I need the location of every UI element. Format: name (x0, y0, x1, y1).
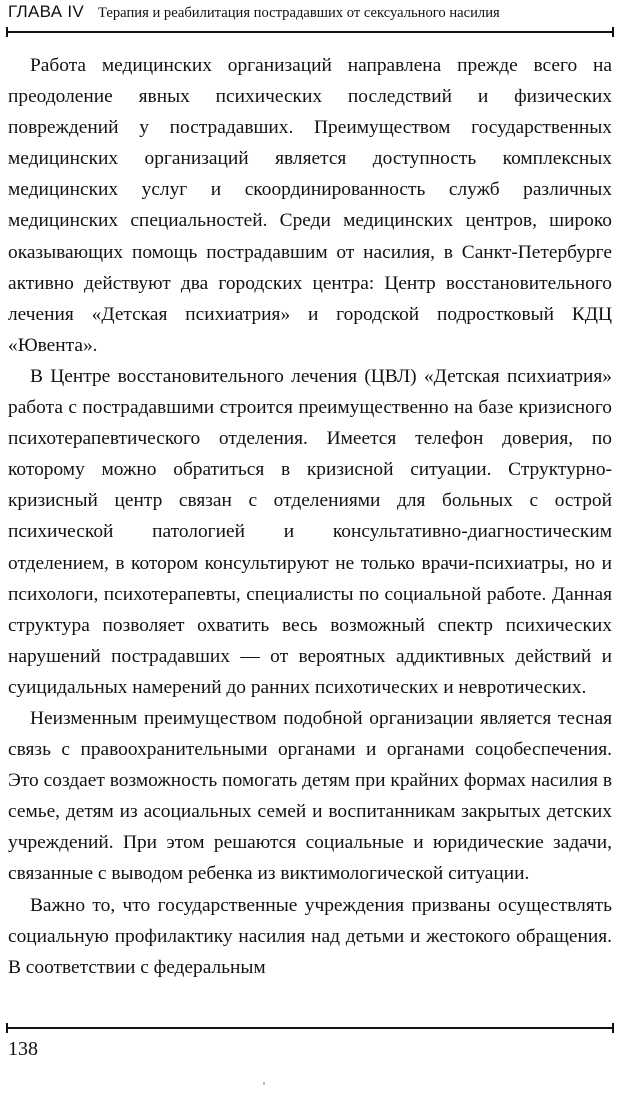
footer-rule-left-tick (6, 1023, 8, 1033)
header-rule-left-tick (6, 27, 8, 37)
paragraph-3: Неизменным преимуществом подобной организации является тесная связь с правоохранительными органами и органами соцобеспечения. Это создает возможность помогать детям при крайних формах насилия в семье, детям из асоциальных семей и воспитанникам закрытых детских учреждений. При этом решаются социальные и юридические задачи, связанные с выводом ребенка из виктимологической ситуации. (8, 707, 612, 885)
footer-rule-right-tick (612, 1023, 614, 1033)
paragraph-1: Работа медицинских организаций направлена прежде всего на преодоление явных психических последствий и физических повреждений у пострадавших. Преимуществом государственных медицинских организаций является доступность комплексных медицинских услуг и скоординированность служб различных медицинских специальностей. Среди медицинских центров, широко оказывающих помощь пострадавшим от насилия, в Санкт-Петербурге активно действуют два городских центра: Центр восстановительного лечения «Детская психиатрия» и городской подростковый КДЦ «Ювента». (8, 55, 612, 356)
paragraph-2: В Центре восстановительного лечения (ЦВЛ) «Детская психиатрия» работа с пострадавшими строится преимущественно на базе кризисного психотерапевтического отделения. Имеется телефон доверия, по которому можно обратиться в кризисной ситуации. Структурно-кризисный центр связан с отделениями для больных с острой психической патологией и консультативно-диагностическим отделением, в котором консультируют не только врачи-психиатры, но и психологи, психотерапевты, специалисты по социальной работе. Данная структура позволяет охватить весь возможный спектр психических нарушений пострадавших — от вероятных аддиктивных действий и суицидальных намерений до ранних психотических и невротических. (8, 365, 612, 698)
body-text (8, 50, 612, 983)
page-number: 138 (8, 1038, 38, 1060)
header-rule-right-tick (612, 27, 614, 37)
header-rule (6, 31, 614, 33)
scan-speck (263, 1082, 265, 1085)
running-header (8, 2, 612, 26)
chapter-label: ГЛАВА IV (8, 2, 85, 21)
footer-rule (6, 1027, 614, 1029)
paragraph-4: Важно то, что государственные учреждения призваны осуществлять социальную профилактику насилия над детьми и жестокого обращения. В соответствии с федеральным (8, 894, 612, 978)
running-title: Терапия и реабилитация пострадавших от сексуального насилия (98, 5, 500, 21)
